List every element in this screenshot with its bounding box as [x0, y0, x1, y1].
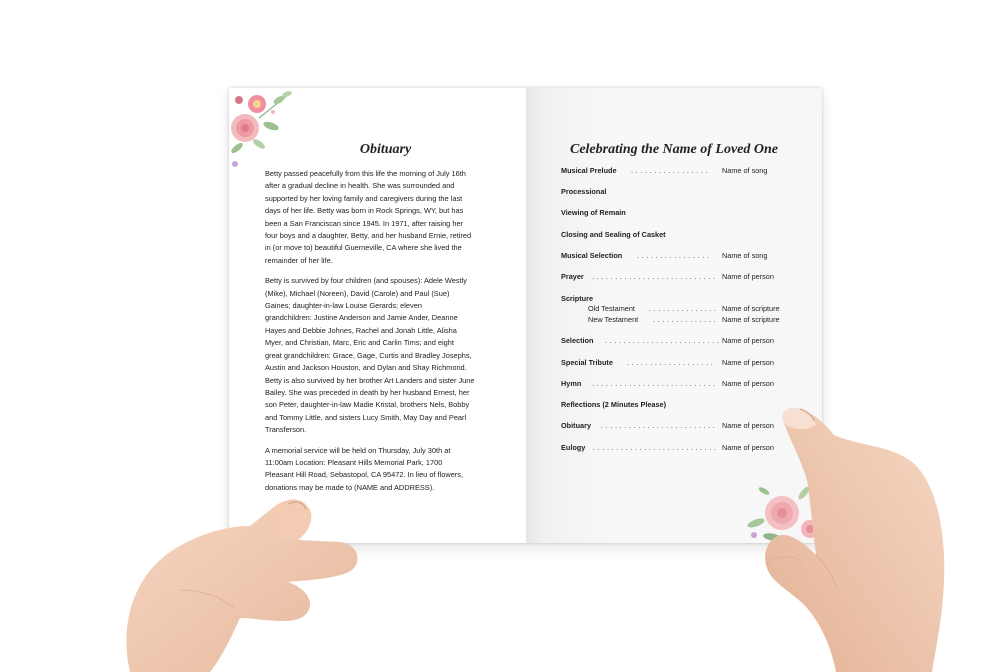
program-item-value: Name of person [722, 336, 774, 345]
program-item [561, 358, 811, 370]
text-line: Hayes and Debbie Johnes, Rachel and Jonah Little, Alisha [265, 325, 457, 335]
obituary-paragraph-2 [265, 275, 505, 436]
obituary-title: Obituary [359, 142, 412, 157]
program-item-value: Name of person [722, 421, 774, 430]
program-item-value: Name of scripture [722, 315, 780, 324]
program-item-value: Name of person [722, 272, 774, 281]
text-line: Myer, and Christian, Marc, Eric and Carlin Tims; and eight [265, 338, 454, 348]
text-line: and Tommy Little, and sisters Lucy Smith, May Day and Pearl [265, 412, 467, 422]
dot-leader: . . . . . . . . . . . . . . [653, 315, 716, 324]
program-item-value: Name of scripture [722, 304, 780, 313]
text-line: 11:00am Location: Pleasant Hills Memorial Park, 1700 [265, 457, 443, 467]
left-hand [110, 440, 370, 672]
text-line: Bailey. She was preceded in death by her husband Ernest, her [265, 387, 470, 397]
program-item-label: Processional [561, 187, 607, 196]
program-item-label: Old Testament [588, 304, 635, 313]
program-item-label: Closing and Sealing of Casket [561, 230, 666, 239]
program-item [561, 208, 811, 220]
dot-leader: . . . . . . . . . . . . . . . . . . . . . . . . . . . [592, 379, 716, 388]
program-item-label: Obituary [561, 421, 592, 430]
text-line: A memorial service will be held on Thursday, July 30th at [265, 445, 451, 455]
text-line: Austin and Jackson Houston, and Dylan and Shay Richmond. [265, 363, 467, 373]
text-line: Betty is survived by four children (and spouses): Adele Westly [265, 276, 467, 286]
program-item [561, 336, 811, 348]
text-line: Transferson. [265, 425, 307, 435]
text-line: Betty is also survived by her brother Art Landers and sister June [265, 375, 475, 385]
program-item-label: Scripture [561, 294, 594, 303]
text-line: been a San Franciscan since 1945. In 1971, after raising her [265, 218, 464, 228]
text-line: after a gradual decline in health. She was surrounded and [265, 181, 455, 191]
program-item-label: New Testament [588, 315, 639, 324]
text-line: grandchildren: Justine Anderson and Jamie Ander, Deanne [265, 313, 458, 323]
program-item-label: Special Tribute [561, 358, 613, 367]
program-item-label [561, 400, 666, 409]
text-line: Pleasant Hill Road, Sebastopol, CA 95472. In lieu of flowers, [265, 470, 464, 480]
program-item [561, 166, 811, 178]
program-item [561, 230, 811, 242]
right-hand [756, 405, 956, 672]
program-item [561, 251, 811, 263]
text-line: great grandchildren: Grace, Gage, Curtis and Bradley Josephs, [265, 350, 472, 360]
text-line: Gaines; daughter-in-law Louise Gerards; eleven [265, 301, 422, 311]
text-line: days of her life. Betty was born in Rock Springs, WY, but has [265, 206, 464, 216]
program-item-value: Name of person [722, 443, 774, 452]
dot-leader: . . . . . . . . . . . . . . . . . . . . . . . . . [601, 421, 716, 430]
program-item-label: Musical Prelude [561, 166, 617, 175]
program-item [561, 187, 811, 199]
dot-leader: . . . . . . . . . . . . . . . [649, 304, 717, 313]
dot-leader: . . . . . . . . . . . . . . . . . . . . . . . . . . . [593, 443, 717, 452]
program-item-label: Hymn [561, 379, 582, 388]
program-item-label-main: Reflections [561, 400, 601, 409]
dot-leader: . . . . . . . . . . . . . . . . . [631, 166, 708, 175]
program-item-label: Eulogy [561, 443, 586, 452]
text-line: four boys and a daughter, Betty, and her husband Ernie, retired [265, 231, 472, 241]
dot-leader: . . . . . . . . . . . . . . . . . . . . . . . . . . . [592, 272, 716, 281]
program-item-label: Viewing of Remain [561, 208, 626, 217]
dot-leader: . . . . . . . . . . . . . . . . . . . . . . . . . [605, 336, 720, 345]
program-item-value: Name of person [722, 358, 774, 367]
program-item-value: Name of song [722, 251, 768, 260]
program-item-value: Name of song [722, 166, 768, 175]
text-line: (Mike), Michael (Noreen), David (Carole) and Paul (Sue) [265, 288, 450, 298]
text-line: remainder of her life. [265, 255, 333, 265]
program-item [561, 379, 811, 391]
program-item-label-note: (2 Minutes Please) [600, 400, 667, 409]
program-item-label: Prayer [561, 272, 584, 281]
program-title: Celebrating the Name of Loved One [569, 142, 779, 157]
floral-corner-top-left [229, 88, 301, 174]
program-item [561, 272, 811, 284]
program-item-label: Musical Selection [561, 251, 623, 260]
program-subitem [561, 315, 811, 327]
text-line: supported by her loving family and caregivers during the last [265, 193, 463, 203]
text-line: son Peter, daughter-in-law Madie Kristal, brothers Nels, Bobby [265, 400, 470, 410]
text-line: Betty passed peacefully from this life the morning of July 16th [265, 169, 466, 178]
text-line: in (or move to) beautiful Guerneville, CA where she lived the [265, 243, 462, 253]
dot-leader: . . . . . . . . . . . . . . . . . . . [627, 358, 714, 367]
program-item-label: Selection [561, 336, 594, 345]
program-item-value: Name of person [722, 379, 774, 388]
text-line: donations may be made to (NAME and ADDRESS). [265, 482, 435, 492]
dot-leader: . . . . . . . . . . . . . . . . [637, 251, 710, 260]
obituary-paragraph-1 [265, 168, 505, 267]
